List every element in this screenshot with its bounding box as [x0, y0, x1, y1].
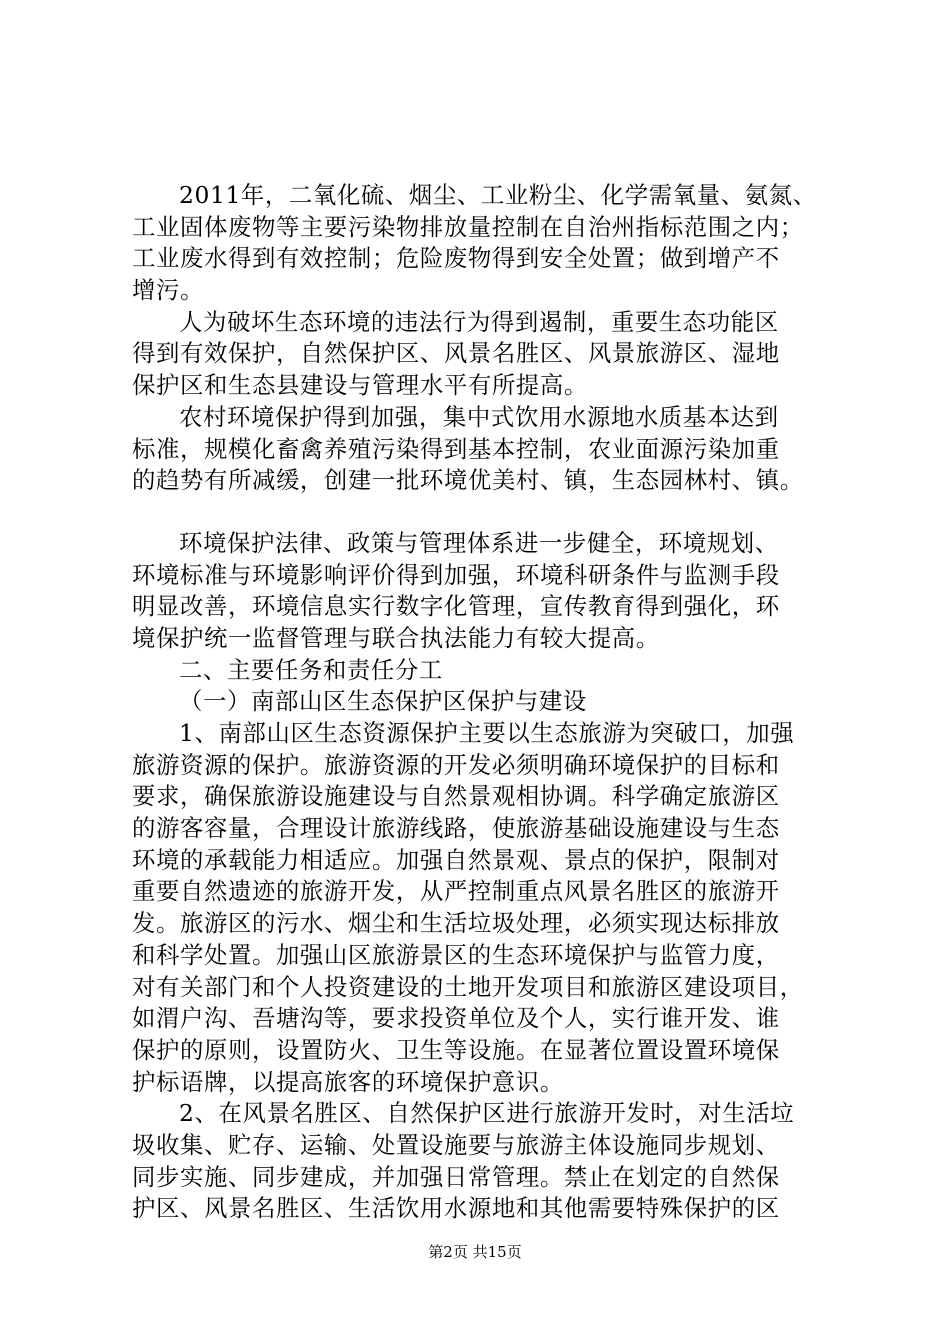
- paragraph-gap: [132, 497, 832, 528]
- text-line: 重要自然遗迹的旅游开发，从严控制重点风景名胜区的旅游开: [132, 877, 780, 906]
- text-line: 保护的原则，设置防火、卫生等设施。在显著位置设置环境保: [132, 1035, 780, 1064]
- text-line: 增污。: [132, 276, 204, 305]
- text-line: 明显改善，环境信息实行数字化管理，宣传教育得到强化，环: [132, 592, 780, 621]
- text-line: 人为破坏生态环境的违法行为得到遏制，重要生态功能区: [179, 307, 779, 336]
- text-line: 环境的承载能力相适应。加强自然景观、景点的保护，限制对: [132, 845, 780, 874]
- document-body: [132, 180, 832, 1225]
- text-line: 2、在风景名胜区、自然保护区进行旅游开发时，对生活垃: [179, 1099, 795, 1128]
- text-line: 同步实施、同步建成，并加强日常管理。禁止在划定的自然保: [132, 1162, 780, 1191]
- text-line: 旅游资源的保护。旅游资源的开发必须明确环境保护的目标和: [132, 750, 780, 779]
- text-line: 境保护统一监督管理与联合执法能力有较大提高。: [132, 623, 660, 652]
- text-line: 1、南部山区生态资源保护主要以生态旅游为突破口，加强: [179, 719, 795, 747]
- page-number-footer: 第2页 共15页: [428, 1243, 522, 1261]
- text-line: 发。旅游区的污水、烟尘和生活垃圾处理，必须实现达标排放: [132, 909, 780, 938]
- text-line: 环境保护法律、政策与管理体系进一步健全，环境规划、: [179, 528, 779, 557]
- text-line: 要求，确保旅游设施建设与自然景观相协调。科学确定旅游区: [132, 782, 780, 811]
- text-line: 圾收集、贮存、运输、处置设施要与旅游主体设施同步规划、: [132, 1130, 780, 1159]
- text-line: 保护区和生态县建设与管理水平有所提高。: [132, 371, 588, 400]
- text-line: 农村环境保护得到加强，集中式饮用水源地水质基本达到: [179, 402, 779, 431]
- text-line: 的游客容量，合理设计旅游线路，使旅游基础设施建设与生态: [132, 814, 780, 843]
- text-line: 工业固体废物等主要污染物排放量控制在自治州指标范围之内；: [132, 212, 804, 241]
- text-line: 的趋势有所减缓，创建一批环境优美村、镇，生态园林村、镇。: [132, 466, 804, 495]
- text-line: 工业废水得到有效控制；危险废物得到安全处置；做到增产不: [132, 244, 780, 273]
- text-line: 环境标准与环境影响评价得到加强，环境科研条件与监测手段: [132, 560, 780, 589]
- section-heading: 二、主要任务和责任分工: [179, 655, 443, 684]
- text-line: 对有关部门和个人投资建设的土地开发项目和旅游区建设项目，: [132, 972, 804, 1001]
- text-line: 护标语牌，以提高旅客的环境保护意识。: [132, 1067, 564, 1096]
- text-line: 和科学处置。加强山区旅游景区的生态环境保护与监管力度，: [132, 940, 780, 969]
- subsection-heading: （一）南部山区生态保护区保护与建设: [179, 687, 587, 716]
- text-line: 标准，规模化畜禽养殖污染得到基本控制，农业面源污染加重: [132, 434, 780, 463]
- text-line: 护区、风景名胜区、生活饮用水源地和其他需要特殊保护的区: [132, 1194, 780, 1223]
- text-line: 如渭户沟、吾塘沟等，要求投资单位及个人，实行谁开发、谁: [132, 1004, 780, 1033]
- text-line: 得到有效保护，自然保护区、风景名胜区、风景旅游区、湿地: [132, 339, 780, 368]
- text-line: 2011年，二氧化硫、烟尘、工业粉尘、化学需氧量、氨氮、: [179, 181, 817, 209]
